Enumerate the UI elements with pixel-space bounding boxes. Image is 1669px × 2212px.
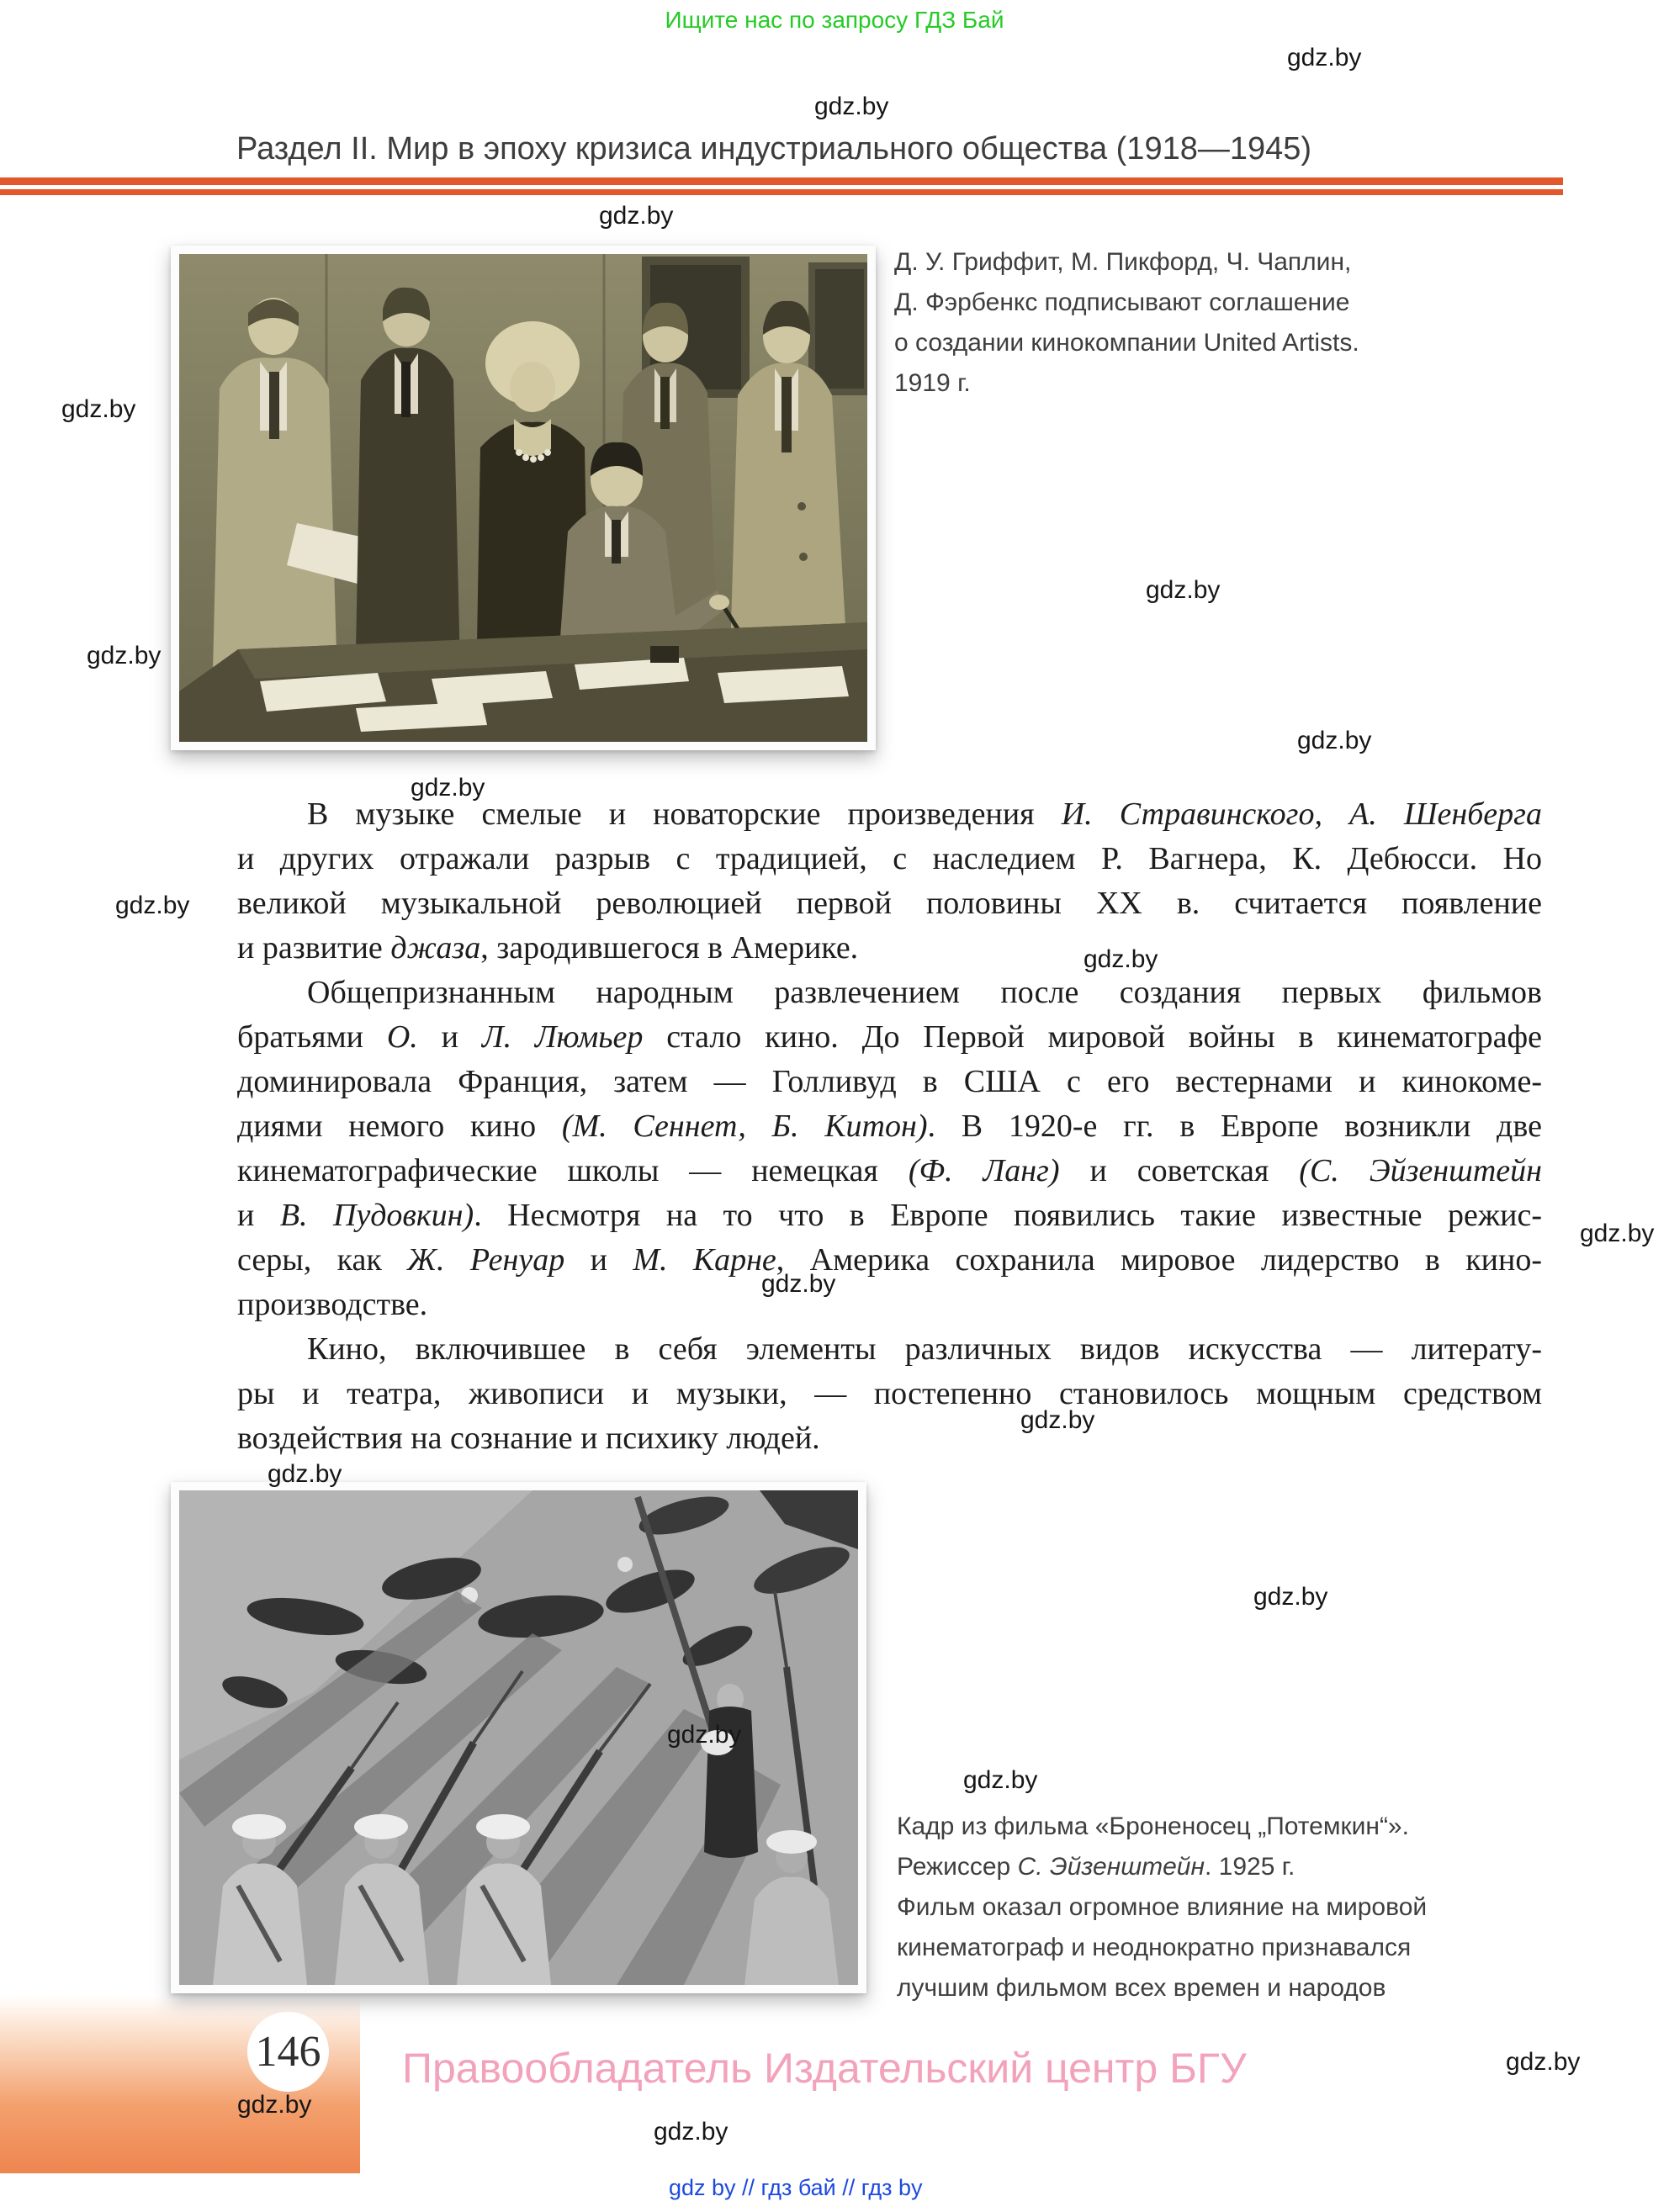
figure-potemkin-photo bbox=[171, 1482, 866, 1993]
text-segment: . Несмотря на то что в Европе появились такие известные режис- bbox=[474, 1198, 1542, 1233]
gdz-watermark: gdz.by bbox=[61, 395, 136, 423]
caption-line bbox=[894, 323, 1359, 363]
italic-text-segment: (М. Сеннет, Б. Китон) bbox=[561, 1109, 928, 1144]
caption-line bbox=[894, 363, 1359, 404]
body-paragraph-2-line-2 bbox=[237, 1015, 1542, 1060]
text-segment: Режиссер bbox=[897, 1853, 1018, 1881]
text-segment: ры и театра, живописи и музыки, — постепенно становилось мощным средством bbox=[237, 1376, 1542, 1411]
text-segment: и bbox=[417, 1019, 482, 1055]
gdz-watermark: gdz.by bbox=[411, 774, 485, 802]
text-segment: и bbox=[237, 1198, 280, 1233]
text-segment: Фильм оказал огромное влияние на мировой bbox=[897, 1893, 1428, 1921]
text-segment: кинематографические школы — немецкая bbox=[237, 1153, 909, 1188]
caption-line bbox=[897, 1847, 1427, 1887]
top-promo-text: Ищите нас по запросу ГДЗ Бай bbox=[665, 7, 1004, 33]
caption-line bbox=[897, 1887, 1427, 1928]
united-artists-photo-image bbox=[179, 254, 867, 742]
italic-text-segment: В. Пудовкин) bbox=[279, 1198, 474, 1233]
body-paragraph-2-line-3 bbox=[237, 1060, 1542, 1104]
text-segment: диями немого кино bbox=[237, 1109, 562, 1144]
potemkin-photo-image bbox=[179, 1490, 858, 1985]
italic-text-segment: О. bbox=[386, 1019, 418, 1055]
gdz-watermark: gdz.by bbox=[268, 1460, 342, 1488]
text-segment: лучшим фильмом всех времен и народов bbox=[897, 1974, 1386, 2002]
copyright-footer: Правообладатель Издательский центр БГУ bbox=[402, 2045, 1247, 2092]
caption-line bbox=[894, 283, 1359, 323]
italic-text-segment: (Ф. Ланг) bbox=[908, 1153, 1060, 1188]
body-paragraph-3-line-2 bbox=[237, 1372, 1542, 1416]
page-number-badge bbox=[247, 2012, 329, 2092]
gdz-watermark: gdz.by bbox=[1084, 945, 1158, 973]
figure2-caption bbox=[897, 1807, 1427, 2008]
body-paragraph-1-line-4 bbox=[237, 926, 1542, 971]
text-segment: и советская bbox=[1059, 1153, 1300, 1188]
italic-text-segment: джаза bbox=[390, 930, 481, 966]
text-segment: серы, как bbox=[237, 1242, 408, 1278]
gdz-watermark: gdz.by bbox=[963, 1766, 1038, 1794]
text-segment: кинематограф и неоднократно признавался bbox=[897, 1934, 1412, 1961]
text-segment: Кино, включившее в себя элементы различных видов искусства — литерату- bbox=[307, 1331, 1542, 1367]
gdz-watermark: gdz.by bbox=[814, 93, 889, 120]
gdz-watermark: gdz.by bbox=[87, 642, 162, 669]
text-segment: братьями bbox=[237, 1019, 387, 1055]
text-segment: стало кино. До Первой мировой войны в кинематографе bbox=[643, 1019, 1542, 1055]
text-segment: , Америка сохранила мировое лидерство в кино- bbox=[776, 1242, 1542, 1278]
text-segment: В музыке смелые и новаторские произведения bbox=[307, 796, 1062, 832]
gdz-watermark: gdz.by bbox=[1146, 576, 1221, 604]
body-paragraph-3-line-1 bbox=[237, 1327, 1542, 1372]
text-segment: воздействия на сознание и психику людей. bbox=[237, 1421, 820, 1456]
body-paragraph-2-line-4 bbox=[237, 1104, 1542, 1149]
header-rule-primary bbox=[0, 177, 1563, 185]
text-segment: Д. Фэрбенкс подписывают соглашение bbox=[894, 288, 1350, 316]
body-paragraph-2-line-8 bbox=[237, 1283, 1542, 1327]
gdz-watermark: gdz.by bbox=[761, 1270, 836, 1298]
italic-text-segment: И. Стравинского, А. Шенберга bbox=[1061, 796, 1542, 832]
text-segment: доминировала Франция, затем — Голливуд в США с его вестернами и кинокоме- bbox=[237, 1064, 1542, 1099]
caption-line bbox=[897, 1968, 1427, 2008]
gdz-watermark: gdz.by bbox=[1297, 727, 1372, 754]
text-segment: и других отражали разрыв с традицией, с наследием Р. Вагнера, К. Дебюсси. Но bbox=[237, 841, 1542, 876]
body-paragraph-2-line-7 bbox=[237, 1238, 1542, 1283]
text-segment: Д. У. Гриффит, М. Пикфорд, Ч. Чаплин, bbox=[894, 248, 1352, 276]
gdz-watermark: gdz.by bbox=[115, 892, 190, 919]
text-segment: и bbox=[564, 1242, 633, 1278]
gdz-watermark: gdz.by bbox=[1253, 1583, 1328, 1611]
text-segment: 1919 г. bbox=[894, 369, 971, 397]
body-paragraph-1-line-2 bbox=[237, 837, 1542, 881]
body-paragraph-2-line-1 bbox=[237, 971, 1542, 1015]
text-segment: . 1925 г. bbox=[1205, 1853, 1295, 1881]
body-paragraph-2-line-5 bbox=[237, 1149, 1542, 1193]
text-segment: о создании кинокомпании United Artists. bbox=[894, 329, 1359, 357]
header-rule-secondary bbox=[0, 189, 1563, 195]
gdz-watermark: gdz.by bbox=[1287, 44, 1362, 71]
text-segment: великой музыкальной революцией первой половины XX в. считается появление bbox=[237, 886, 1542, 921]
page-number: 146 bbox=[255, 2028, 321, 2076]
body-paragraph-3-line-3 bbox=[237, 1416, 1542, 1461]
gdz-watermark: gdz.by bbox=[654, 2118, 729, 2146]
gdz-watermark: gdz.by bbox=[667, 1721, 742, 1749]
italic-text-segment: М. Карне bbox=[633, 1242, 776, 1278]
body-paragraph-1-line-3 bbox=[237, 881, 1542, 926]
section-header: Раздел II. Мир в эпоху кризиса индустриального общества (1918—1945) bbox=[236, 131, 1312, 167]
italic-text-segment: Ж. Ренуар bbox=[407, 1242, 565, 1278]
text-segment: производстве. bbox=[237, 1287, 428, 1322]
text-segment: . В 1920-е гг. в Европе возникли две bbox=[927, 1109, 1542, 1144]
caption-line bbox=[894, 242, 1359, 283]
body-paragraph-2-line-6 bbox=[237, 1193, 1542, 1238]
figure-united-artists-photo bbox=[171, 246, 876, 750]
italic-text-segment: С. Эйзенштейн bbox=[1017, 1853, 1205, 1881]
bottom-promo-text: gdz by // гдз бай // гдз by bbox=[669, 2175, 923, 2200]
body-text bbox=[237, 792, 1542, 1461]
text-segment: , зародившегося в Америке. bbox=[480, 930, 859, 966]
caption-line bbox=[897, 1807, 1427, 1847]
text-segment: Кадр из фильма «Броненосец „Потемкин“». bbox=[897, 1812, 1409, 1840]
gdz-watermark: gdz.by bbox=[599, 202, 674, 230]
gdz-watermark: gdz.by bbox=[1506, 2048, 1581, 2076]
gdz-watermark: gdz.by bbox=[1020, 1406, 1095, 1434]
text-segment: и развитие bbox=[237, 930, 391, 966]
italic-text-segment: Л. Люмьер bbox=[481, 1019, 644, 1055]
text-segment: Общепризнанным народным развлечением после создания первых фильмов bbox=[307, 975, 1542, 1010]
gdz-watermark: gdz.by bbox=[237, 2091, 312, 2119]
italic-text-segment: (С. Эйзенштейн bbox=[1299, 1153, 1542, 1188]
gdz-watermark: gdz.by bbox=[1580, 1220, 1655, 1247]
caption-line bbox=[897, 1928, 1427, 1968]
figure1-caption bbox=[894, 242, 1359, 404]
